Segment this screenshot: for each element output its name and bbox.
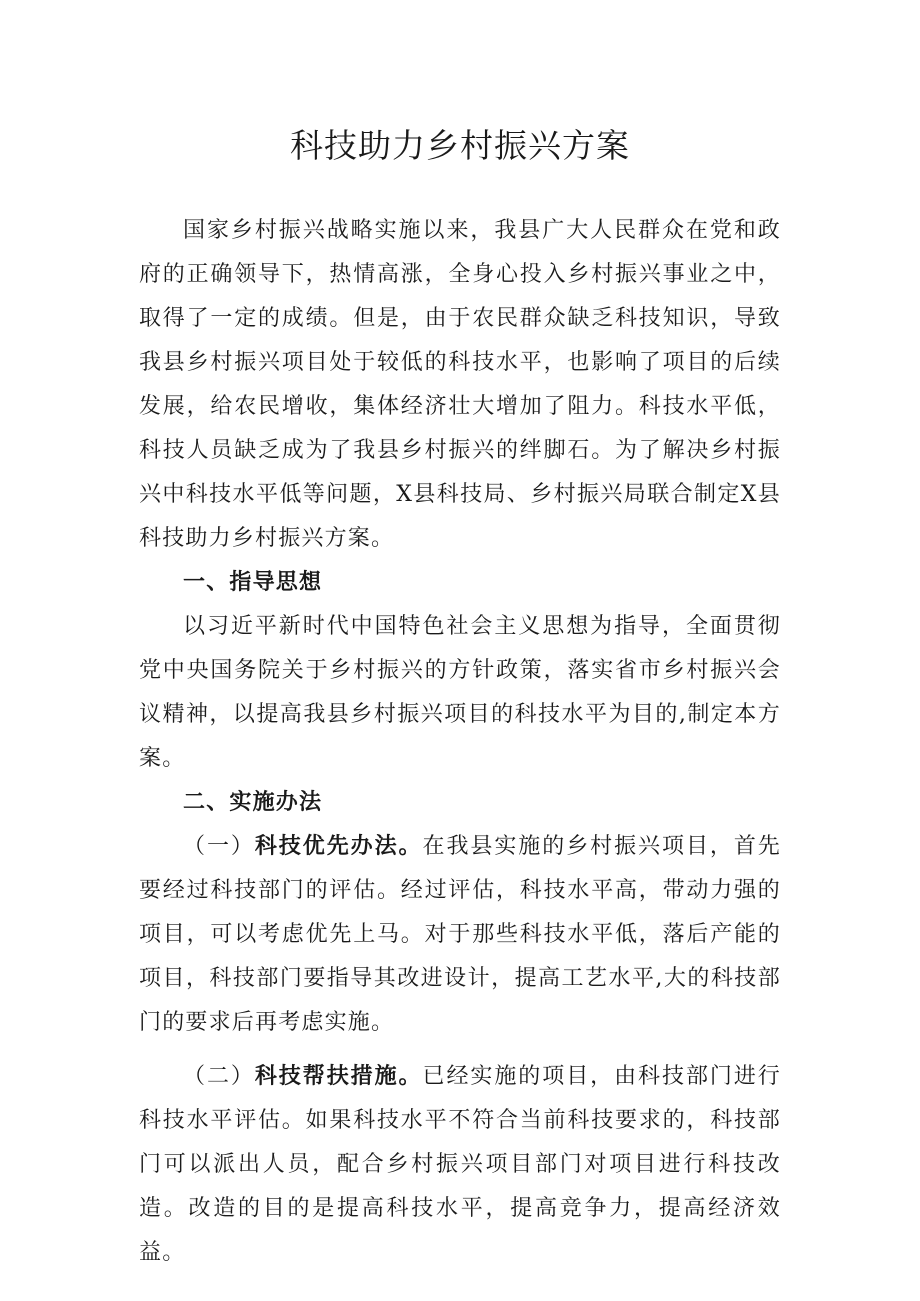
section-heading-implementation: 二、实施办法 — [183, 790, 323, 815]
item-tech-support — [139, 1055, 781, 1275]
document-title: 科技助力乡村振兴方案 — [290, 126, 630, 165]
intro-paragraph: 国家乡村振兴战略实施以来，我县广大人民群众在党和政府的正确领导下，热情高涨，全身心投入乡村振兴事业之中，取得了一定的成绩。但是，由于农民群众缺乏科技知识，导致我县乡村振兴项目处于较低的科技水平，也影响了项目的后续发展，给农民增收，集体经济壮大增加了阻力。科技水平低，科技人员缺乏成为了我县乡村振兴的绊脚石。为了解决乡村振兴中科技水平低等问题，X县科技局、乡村振兴局联合制定X县科技助力乡村振兴方案。 — [139, 218, 781, 551]
section-heading-guiding-ideology: 一、指导思想 — [183, 570, 323, 595]
item-text: 已经实施的项目，由科技部门进行科技水平评估。如果科技水平不符合当前科技要求的，科技部门可以派出人员，配合乡村振兴项目部门对项目进行科技改造。改造的目的是提高科技水平，提高竞争力，提高经济效益。 — [139, 1064, 781, 1265]
item-lead: 科技帮扶措施。 — [254, 1064, 423, 1089]
guiding-ideology-paragraph: 以习近平新时代中国特色社会主义思想为指导，全面贯彻党中央国务院关于乡村振兴的方针政策，落实省市乡村振兴会议精神，以提高我县乡村振兴项目的科技水平为目的,制定本方案。 — [139, 614, 781, 771]
document-body — [139, 209, 781, 1275]
item-prefix: （一） — [183, 834, 255, 859]
item-prefix: （二） — [183, 1064, 255, 1089]
item-text: 在我县实施的乡村振兴项目，首先要经过科技部门的评估。经过评估，科技水平高，带动力强的项目，可以考虑优先上马。对于那些科技水平低，落后产能的项目，科技部门要指导其改进设计，提高工艺水平,大的科技部门的要求后再考虑实施。 — [139, 834, 781, 1035]
item-lead: 科技优先办法。 — [254, 834, 423, 859]
item-tech-priority — [139, 825, 781, 1045]
